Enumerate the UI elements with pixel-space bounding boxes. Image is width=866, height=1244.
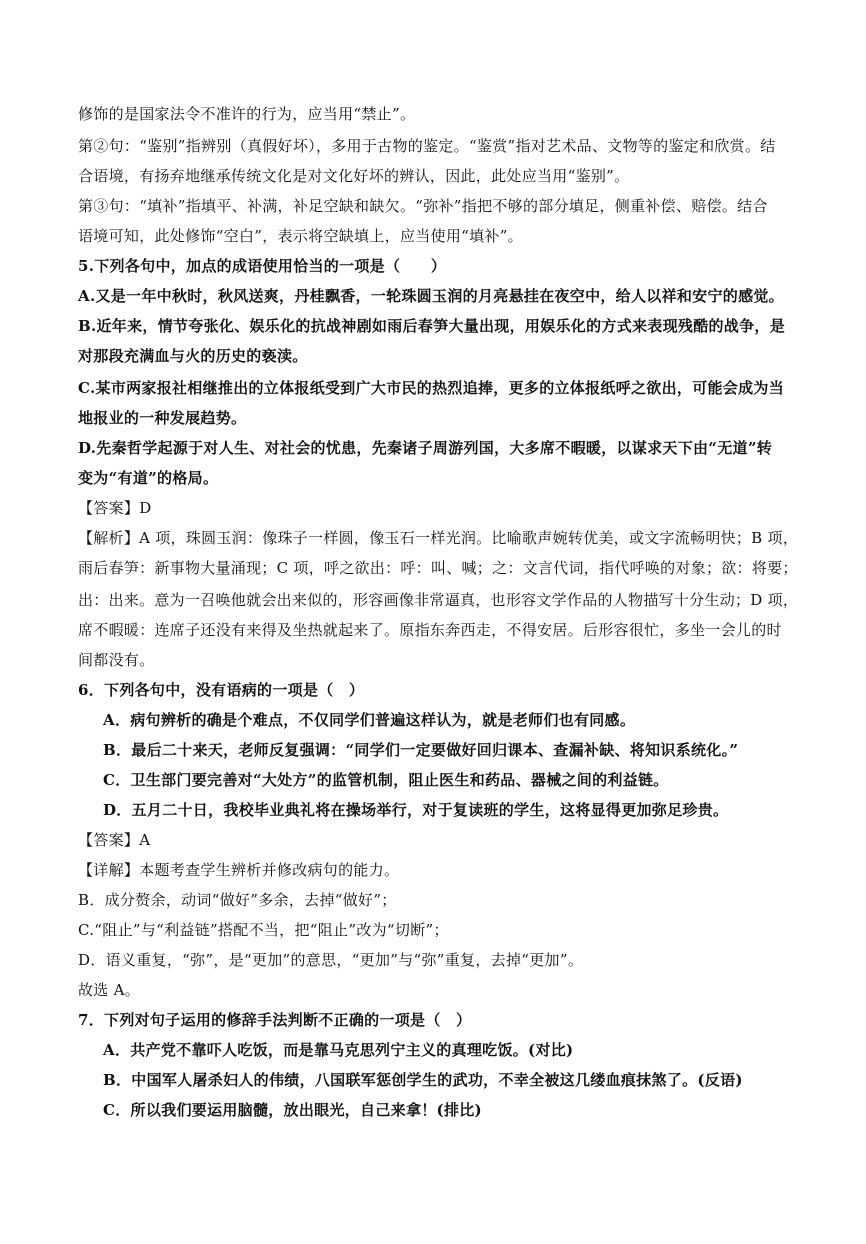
explanation-5-line: 出：出来。意为一召唤他就会出来似的，形容画像非常逼真，也形容文学作品的人物描写十分生动；D 项， <box>78 591 799 609</box>
question-5-option-d-cont: 变为“有道”的格局。 <box>78 469 219 487</box>
explanation-6-line: 故选 A。 <box>78 981 141 999</box>
question-7-stem: 7．下列对句子运用的修辞手法判断不正确的一项是（ ） <box>78 1011 472 1029</box>
paragraph-line: 合语境，有扬弃地继承传统文化是对文化好坏的辨认，因此，此处应当用“鉴别”。 <box>78 167 630 185</box>
question-5-option-c: C.某市两家报社相继推出的立体报纸受到广大市民的热烈追捧，更多的立体报纸呼之欲出，可能会成为当 <box>78 379 785 397</box>
paragraph-line: 修饰的是国家法令不准许的行为，应当用“禁止”。 <box>78 105 416 123</box>
question-7-option-b: B．中国军人屠杀妇人的伟绩，八国联军惩创学生的武功，不幸全被这几缕血痕抹煞了。(反语) <box>103 1071 743 1089</box>
answer-5: 【答案】D <box>78 499 152 517</box>
question-6-stem: 6．下列各句中，没有语病的一项是（ ） <box>78 681 365 699</box>
explanation-5-line: 【解析】A 项，珠圆玉润：像珠子一样圆，像玉石一样光润。比喻歌声婉转优美，或文字流畅明快；B 项， <box>78 529 799 547</box>
explanation-5-line: 席不暇暖：连席子还没有来得及坐热就起来了。原指东奔西走，不得安居。后形容很忙，多坐一会儿的时 <box>78 621 782 639</box>
paragraph-line: 语境可知，此处修饰“空白”，表示将空缺填上，应当使用“填补”。 <box>78 227 523 245</box>
question-5-option-a: A.又是一年中秋时，秋风送爽，丹桂飘香，一轮珠圆玉润的月亮悬挂在夜空中，给人以祥和安宁的感觉。 <box>78 287 784 305</box>
question-5-stem: 5.下列各句中，加点的成语使用恰当的一项是（ ） <box>78 257 447 275</box>
explanation-6-line: D．语义重复，“弥”，是“更加”的意思，“更加”与“弥”重复，去掉“更加”。 <box>78 951 584 969</box>
explanation-6-line: C.“阻止”与“利益链”搭配不当，把“阻止”改为“切断”； <box>78 921 449 939</box>
question-5-option-d: D.先秦哲学起源于对人生、对社会的忧患，先秦诸子周游列国，大多席不暇暖，以谋求天下由“无道”转 <box>78 439 773 457</box>
explanation-6-line: B．成分赘余，动词“做好”多余，去掉“做好”； <box>78 891 397 909</box>
answer-6: 【答案】A <box>78 831 151 849</box>
question-7-option-c: C．所以我们要运用脑髓，放出眼光，自己来拿！(排比) <box>103 1101 482 1119</box>
paragraph-line: 第②句：“鉴别”指辨别（真假好坏），多用于古物的鉴定。“鉴赏”指对艺术品、文物等的鉴定和欣赏。结 <box>78 137 776 155</box>
question-5-option-b: B.近年来，情节夸张化、娱乐化的抗战神剧如雨后春笋大量出现，用娱乐化的方式来表现残酷的战争，是 <box>78 317 786 335</box>
question-6-option-a: A．病句辨析的确是个难点，不仅同学们普遍这样认为，就是老师们也有同感。 <box>103 711 636 729</box>
explanation-5-line: 雨后春笋：新事物大量涌现；C 项，呼之欲出：呼：叫、喊；之：文言代词，指代呼唤的对象；欲：将要； <box>78 559 798 577</box>
question-6-option-b: B．最后二十来天，老师反复强调：“同学们一定要做好回归课本、查漏补缺、将知识系统化。” <box>103 741 739 759</box>
question-6-option-d: D．五月二十日，我校毕业典礼将在操场举行，对于复读班的学生，这将显得更加弥足珍贵。 <box>103 801 729 819</box>
question-5-option-c-cont: 地报业的一种发展趋势。 <box>78 409 247 427</box>
question-5-option-b-cont: 对那段充满血与火的历史的亵渎。 <box>78 347 308 365</box>
paragraph-line: 第③句：“填补”指填平、补满，补足空缺和缺欠。“弥补”指把不够的部分填足，侧重补偿、赔偿。结合 <box>78 197 768 215</box>
explanation-6-line: 【详解】本题考查学生辨析并修改病句的能力。 <box>78 861 400 879</box>
explanation-5-line: 间都没有。 <box>78 651 155 669</box>
question-7-option-a: A．共产党不靠吓人吃饭，而是靠马克思列宁主义的真理吃饭。(对比) <box>103 1041 574 1059</box>
question-6-option-c: C．卫生部门要完善对“大处方”的监管机制，阻止医生和药品、器械之间的利益链。 <box>103 771 669 789</box>
